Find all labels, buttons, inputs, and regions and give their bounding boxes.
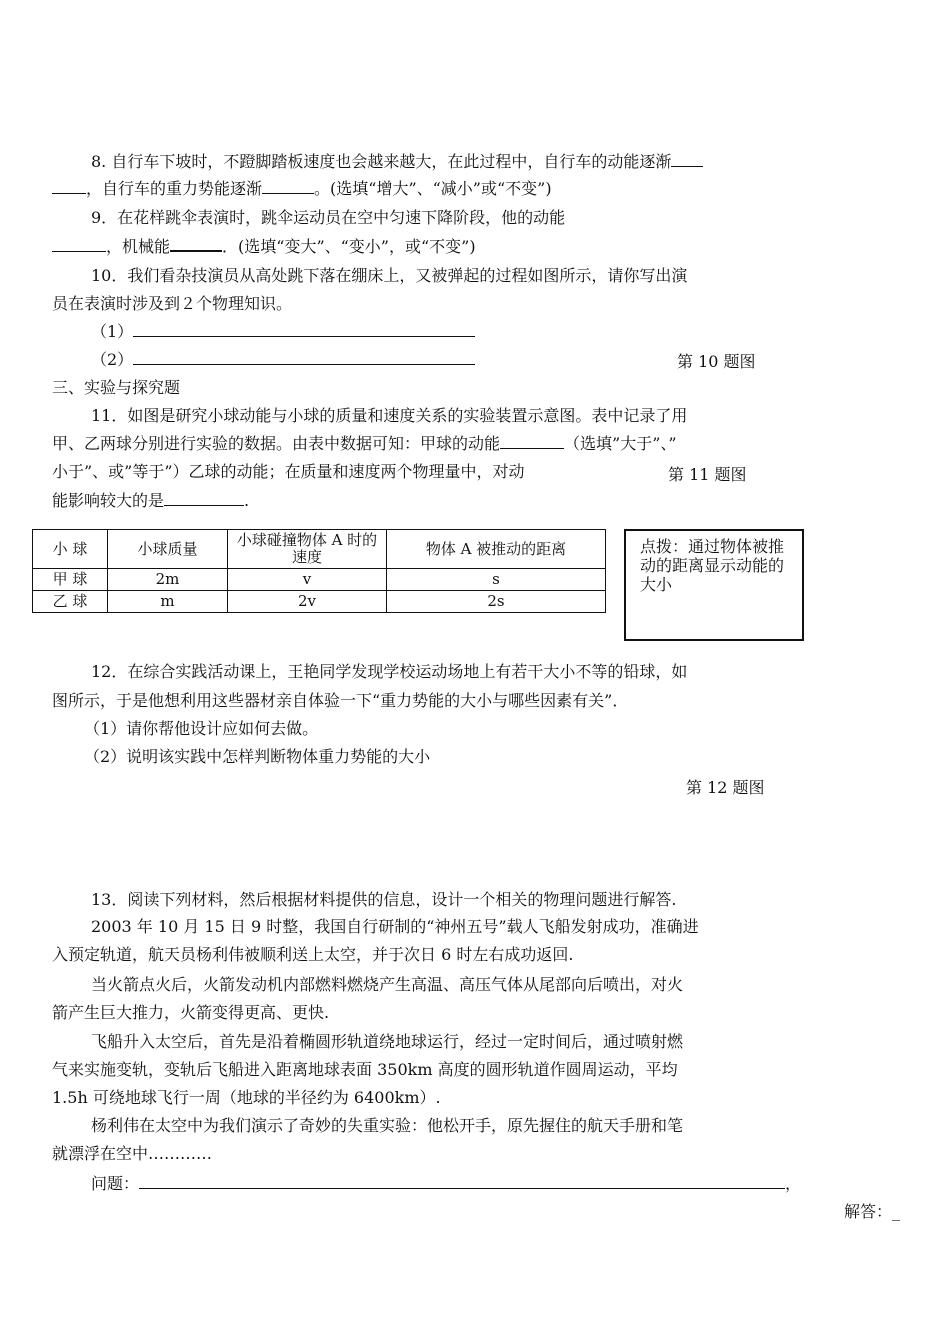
q9-line1: 9．在花样跳伞表演时，跳伞运动员在空中匀速下降阶段，他的动能 (91, 208, 566, 227)
q10-item1: （1） (91, 320, 475, 344)
table-cell: 甲 球 (33, 569, 108, 591)
table-header-row (33, 530, 606, 569)
q8-blank1[interactable] (671, 150, 703, 167)
q13-p2-line1: 当火箭点火后，火箭发动机内部燃料燃烧产生高温、高压气体从尾部向后喷出，对火 (91, 975, 684, 994)
q12-sub1: （1）请你帮他设计应如何去做。 (84, 719, 319, 738)
table-cell: 2m (108, 569, 228, 591)
q12-sub2: （2）说明该实践中怎样判断物体重力势能的大小 (84, 747, 431, 766)
q13-p1-line1: 2003 年 10 月 15 日 9 时整，我国自行研制的“神州五号”载人飞船发射成功，准确进 (91, 917, 699, 936)
q9-line2: ，机械能 ．(选填“变大”、“变小”，或“不变”) (52, 234, 476, 259)
q13-p4-line1: 杨利伟在太空中为我们演示了奇妙的失重实验：他松开手，原先握住的航天手册和笔 (91, 1116, 684, 1135)
table-cell: 乙 球 (33, 591, 108, 613)
q13-question-row: 问题： ， (91, 1174, 802, 1193)
question-input-line[interactable] (139, 1172, 785, 1189)
q13-answer-label[interactable]: 解答：_ (844, 1202, 901, 1221)
q12-fig-caption: 第 12 题图 (686, 778, 765, 797)
q8-line2: ，自行车的重力势能逐渐 。(选填“增大”、“减小”或“不变”) (52, 177, 552, 201)
table-header-cell: 小球质量 (108, 530, 228, 569)
q13-p3-line2: 气来实施变轨，变轨后飞船进入距离地球表面 350km 高度的圆形轨道作圆周运动，平均 (52, 1060, 678, 1079)
q8-line1: 8. 自行车下坡时，不蹬脚踏板速度也会越来越大，在此过程中，自行车的动能逐渐 (91, 150, 703, 174)
q11-fig-caption: 第 11 题图 (668, 465, 747, 484)
table-header-cell: 小球碰撞物体 A 时的速度 (228, 530, 387, 569)
q10-blank1[interactable] (133, 320, 475, 337)
q9-blank2[interactable] (170, 234, 222, 252)
q13-line1: 13．阅读下列材料，然后根据材料提供的信息，设计一个相关的物理问题进行解答. (91, 890, 677, 909)
q10-line1: 10．我们看杂技演员从高处跳下落在绷床上，又被弹起的过程如图所示，请你写出演 (91, 266, 688, 285)
table-cell: 2v (228, 591, 387, 613)
q11-blank1[interactable] (500, 432, 564, 449)
q10-blank2[interactable] (133, 348, 475, 365)
q10-line2: 员在表演时涉及到２个物理知识。 (52, 294, 293, 313)
table-header-cell: 物体 A 被推动的距离 (387, 530, 606, 569)
q11-blank2[interactable] (164, 489, 244, 506)
q11-hint-box: 点拨：通过物体被推动的距离显示动能的大小 (624, 529, 804, 641)
table-row (33, 591, 606, 613)
q8-blank1-cont[interactable] (52, 177, 86, 194)
table-cell: 2s (387, 591, 606, 613)
q10-item2: （2） (91, 348, 475, 372)
q13-p3-line1: 飞船升入太空后，首先是沿着椭圆形轨道绕地球运行，经过一定时间后，通过喷射燃 (91, 1032, 684, 1051)
q11-line3: 小于”、或”等于”）乙球的动能；在质量和速度两个物理量中，对动 (52, 462, 525, 481)
q8-blank2[interactable] (262, 177, 314, 194)
q13-p1-line2: 入预定轨道，航天员杨利伟被顺利送上太空，并于次日 6 时左右成功返回. (52, 945, 574, 964)
q12-line2: 图所示，于是他想利用这些器材亲自体验一下“重力势能的大小与哪些因素有关”． (52, 691, 629, 710)
q13-p4-line2: 就漂浮在空中………… (52, 1144, 213, 1163)
q13-p2-line2: 箭产生巨大推力，火箭变得更高、更快. (52, 1003, 330, 1022)
q11-line1: 11．如图是研究小球动能与小球的质量和速度关系的实验装置示意图。表中记录了用 (91, 406, 688, 425)
table-cell: v (228, 569, 387, 591)
q10-fig-caption: 第 10 题图 (677, 352, 756, 371)
q11-data-table (32, 529, 606, 613)
q13-p3-line3: 1.5h 可绕地球飞行一周（地球的半径约为 6400km）. (52, 1088, 441, 1107)
q11-line4: 能影响较大的是 . (52, 491, 250, 510)
table-row (33, 569, 606, 591)
table-cell: m (108, 591, 228, 613)
table-header-cell: 小 球 (33, 530, 108, 569)
q9-blank1[interactable] (52, 235, 106, 252)
q11-line2: 甲、乙两球分别进行实验的数据。由表中数据可知：甲球的动能 （选填”大于”、” (52, 434, 677, 453)
q12-line1: 12．在综合实践活动课上，王艳同学发现学校运动场地上有若干大小不等的铅球，如 (91, 662, 688, 681)
section3-title: 三、实验与探究题 (52, 378, 181, 397)
table-cell: s (387, 569, 606, 591)
